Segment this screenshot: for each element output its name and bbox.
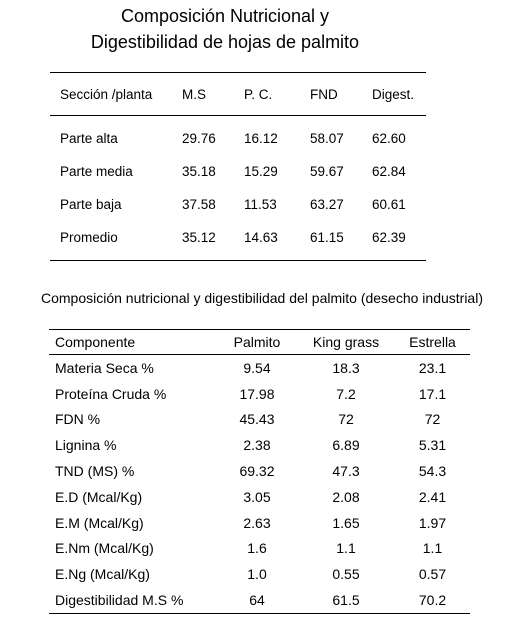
palmito-waste-table	[49, 329, 470, 614]
column-header-digest: Digest.	[372, 73, 426, 116]
table-cell: 0.55	[332, 566, 360, 583]
table-cell: 47.3	[332, 463, 360, 480]
table-row	[49, 484, 470, 510]
leaf-nutrition-table	[50, 72, 426, 261]
table-cell: 72	[338, 411, 354, 428]
table-cell: 59.67	[310, 164, 344, 179]
table-cell: 17.98	[239, 385, 275, 402]
table-cell: 63.27	[310, 197, 344, 212]
table-cell: E.M (Mcal/Kg)	[55, 514, 144, 531]
table-row	[49, 407, 470, 433]
table-row	[50, 155, 426, 188]
table-cell: 54.3	[418, 463, 447, 480]
table-cell: 2.41	[418, 488, 447, 505]
table-cell: Digestibilidad M.S %	[55, 592, 184, 609]
table-row	[50, 116, 426, 156]
table-cell: 72	[424, 411, 441, 428]
table-cell: Promedio	[60, 230, 118, 245]
table-cell: Materia Seca %	[55, 359, 154, 376]
table-cell: Parte baja	[60, 197, 122, 212]
table-cell: 60.61	[372, 197, 406, 212]
table-cell: 29.76	[182, 131, 216, 146]
table-cell: FDN %	[55, 411, 101, 428]
table-cell: TND (MS) %	[55, 463, 135, 480]
table-cell: 11.53	[244, 197, 277, 212]
column-header-fnd: FND	[310, 73, 372, 116]
column-header-ms: M.S	[182, 73, 244, 116]
table-cell: 45.43	[239, 411, 275, 428]
table-cell: 1.1	[422, 540, 443, 557]
table2-title: Composición nutricional y digestibilidad del palmito (desecho industrial)	[40, 290, 483, 306]
table-header-row	[50, 73, 426, 116]
table-header-row	[49, 330, 470, 355]
table-cell: 9.54	[243, 359, 271, 376]
table-cell: 61.15	[310, 230, 344, 245]
column-header-king-grass: King grass	[297, 330, 395, 355]
table-cell: Lignina %	[55, 437, 117, 454]
table-row	[49, 458, 470, 484]
table-row	[50, 188, 426, 221]
table-row	[49, 432, 470, 458]
table-cell: 18.3	[332, 359, 360, 376]
table-cell: 3.05	[243, 488, 271, 505]
table-row	[50, 221, 426, 261]
table-row	[49, 355, 470, 381]
table-cell: 2.08	[332, 488, 360, 505]
table-cell: 70.2	[418, 592, 447, 609]
table-cell: Proteína Cruda %	[55, 385, 167, 402]
table-cell: 2.63	[243, 514, 271, 531]
table-cell: 15.29	[244, 164, 278, 179]
table-cell: 61.5	[332, 592, 360, 609]
table-cell: E.Nm (Mcal/Kg)	[55, 540, 154, 557]
table-cell: 1.6	[247, 540, 267, 557]
table-cell: 2.38	[243, 437, 271, 454]
table-cell: 1.97	[418, 514, 447, 531]
table-cell: 1.0	[247, 566, 267, 583]
table-cell: 35.18	[182, 164, 216, 179]
table-cell: 1.65	[332, 514, 360, 531]
table1-title-line1: Composición Nutricional y	[120, 6, 330, 26]
table-row	[49, 510, 470, 536]
table-cell: 1.1	[336, 540, 356, 557]
table-cell: 37.58	[182, 197, 216, 212]
table-cell: 62.60	[372, 131, 406, 146]
table-cell: 5.31	[418, 437, 447, 454]
column-header-estrella: Estrella	[395, 330, 470, 355]
table-cell: E.Ng (Mcal/Kg)	[55, 566, 150, 583]
table-cell: 7.2	[336, 385, 356, 402]
table-cell: 62.84	[372, 164, 406, 179]
table-cell: E.D (Mcal/Kg)	[55, 488, 143, 505]
table-row	[49, 536, 470, 562]
table-cell: 16.12	[244, 131, 278, 146]
table-cell: 62.39	[372, 230, 406, 245]
table-cell: Parte alta	[60, 131, 118, 146]
table-cell: 14.63	[244, 230, 278, 245]
column-header-pc: P. C.	[244, 73, 310, 116]
column-header-component: Componente	[49, 330, 217, 355]
table-cell: 35.12	[182, 230, 216, 245]
table-cell: 23.1	[418, 359, 447, 376]
table-row	[49, 587, 470, 613]
column-header-section: Sección /planta	[50, 73, 182, 116]
table-cell: 64	[249, 592, 265, 609]
table1-title-line2: Digestibilidad de hojas de palmito	[90, 32, 360, 52]
table-cell: 69.32	[239, 463, 275, 480]
table-cell: 17.1	[418, 385, 447, 402]
table-cell: Parte media	[60, 164, 133, 179]
table-row	[49, 561, 470, 587]
table-row	[49, 381, 470, 407]
table-cell: 58.07	[310, 131, 344, 146]
table-cell: 0.57	[418, 566, 447, 583]
table-cell: 6.89	[332, 437, 360, 454]
column-header-palmito: Palmito	[217, 330, 297, 355]
